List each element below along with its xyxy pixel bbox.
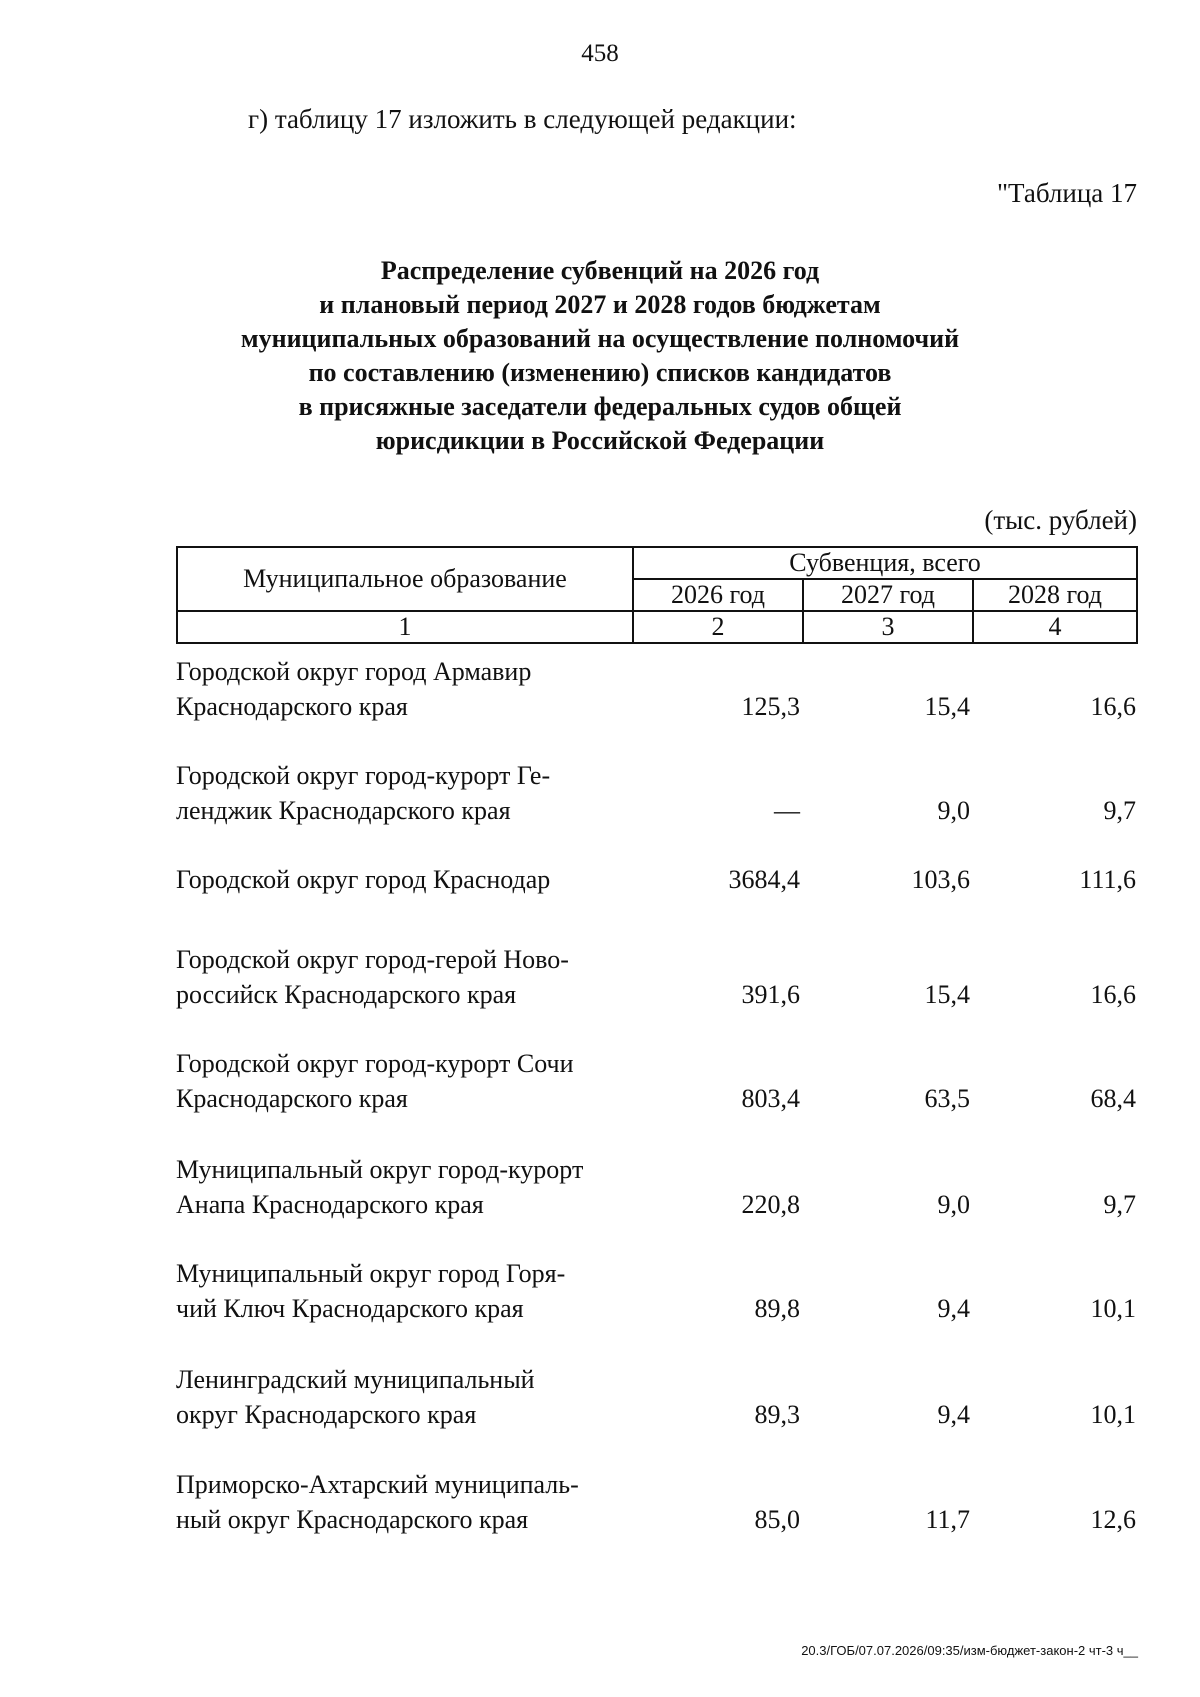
value-2026: 803,4 — [741, 1084, 800, 1113]
column-number: 4 — [973, 611, 1137, 643]
column-number: 1 — [177, 611, 633, 643]
value-2028: 9,7 — [1103, 796, 1136, 825]
title-line: и плановый период 2027 и 2028 годов бюджетам — [319, 290, 881, 319]
column-number: 3 — [803, 611, 973, 643]
value-2027: 103,6 — [911, 865, 970, 894]
name-line: Городской округ город-курорт Ге- — [176, 761, 551, 790]
municipality-name — [176, 654, 636, 724]
title-line: юрисдикции в Российской Федерации — [375, 426, 825, 455]
table-header — [176, 546, 1138, 644]
page-number: 458 — [581, 40, 619, 67]
value-2028: 111,6 — [1079, 865, 1136, 894]
title-line: в присяжные заседатели федеральных судов общей — [298, 392, 902, 421]
value-2028: 16,6 — [1090, 980, 1136, 1009]
header-subvention-total: Субвенция, всего — [633, 547, 1137, 579]
value-2028: 10,1 — [1090, 1400, 1136, 1429]
municipality-name — [176, 942, 636, 1012]
title-line: по составлению (изменению) списков кандидатов — [308, 358, 892, 387]
title-line: Распределение субвенций на 2026 год — [380, 256, 820, 285]
value-2026: 3684,4 — [728, 865, 800, 894]
municipality-name — [176, 1046, 636, 1116]
name-line: российск Краснодарского края — [176, 980, 517, 1009]
municipality-name — [176, 758, 636, 828]
value-2028: 68,4 — [1090, 1084, 1136, 1113]
name-line: Краснодарского края — [176, 692, 408, 721]
value-2026: 391,6 — [741, 980, 800, 1009]
header-year-2028: 2028 год — [973, 579, 1137, 611]
intro-text: г) таблицу 17 изложить в следующей редакции: — [248, 104, 797, 134]
title-line: муниципальных образований на осуществление полномочий — [240, 324, 960, 353]
name-line: ный округ Краснодарского края — [176, 1505, 529, 1534]
name-line: округ Краснодарского края — [176, 1400, 477, 1429]
name-line: Городской округ город Армавир — [176, 657, 532, 686]
name-line: Городской округ город-курорт Сочи — [176, 1049, 574, 1078]
name-line: Ленинградский муниципальный — [176, 1365, 535, 1394]
value-2028: 10,1 — [1090, 1294, 1136, 1323]
units-label: (тыс. рублей) — [984, 505, 1137, 535]
municipality-name — [176, 1256, 636, 1326]
footer-stamp: 20.3/ГОБ/07.07.2026/09:35/изм-бюджет-закон-2 чт-3 ч__ — [801, 1643, 1138, 1658]
name-line: Муниципальный округ город-курорт — [176, 1155, 584, 1184]
name-line: Приморско-Ахтарский муниципаль- — [176, 1470, 579, 1499]
value-2028: 16,6 — [1090, 692, 1136, 721]
header-municipality: Муниципальное образование — [177, 547, 633, 611]
name-line: Муниципальный округ город Горя- — [176, 1259, 566, 1288]
value-2026: 89,3 — [754, 1400, 800, 1429]
value-2028: 12,6 — [1090, 1505, 1136, 1534]
header-year-2026: 2026 год — [633, 579, 803, 611]
municipality-name — [176, 1362, 636, 1432]
municipality-name — [176, 1152, 636, 1222]
column-number: 2 — [633, 611, 803, 643]
name-line: Городской округ город-герой Ново- — [176, 945, 569, 974]
value-2026: 220,8 — [741, 1190, 800, 1219]
value-2027: 9,4 — [937, 1294, 970, 1323]
value-2027: 15,4 — [924, 692, 970, 721]
name-line: чий Ключ Краснодарского края — [176, 1294, 524, 1323]
value-2027: 9,4 — [937, 1400, 970, 1429]
value-2028: 9,7 — [1103, 1190, 1136, 1219]
name-line: ленджик Краснодарского края — [176, 796, 511, 825]
value-2026: 89,8 — [754, 1294, 800, 1323]
document-title — [0, 254, 1200, 458]
name-line: Анапа Краснодарского края — [176, 1190, 484, 1219]
value-2027: 63,5 — [924, 1084, 970, 1113]
table-caption: "Таблица 17 — [997, 178, 1137, 208]
value-2027: 9,0 — [937, 1190, 970, 1219]
value-2026: 125,3 — [741, 692, 800, 721]
value-2026: 85,0 — [754, 1505, 800, 1534]
name-line: Краснодарского края — [176, 1084, 408, 1113]
name-line: Городской округ город Краснодар — [176, 865, 551, 894]
municipality-name — [176, 1467, 636, 1537]
value-2027: 15,4 — [924, 980, 970, 1009]
header-year-2027: 2027 год — [803, 579, 973, 611]
value-2026: — — [774, 796, 800, 825]
value-2027: 9,0 — [937, 796, 970, 825]
value-2027: 11,7 — [925, 1505, 970, 1534]
municipality-name — [176, 862, 636, 897]
